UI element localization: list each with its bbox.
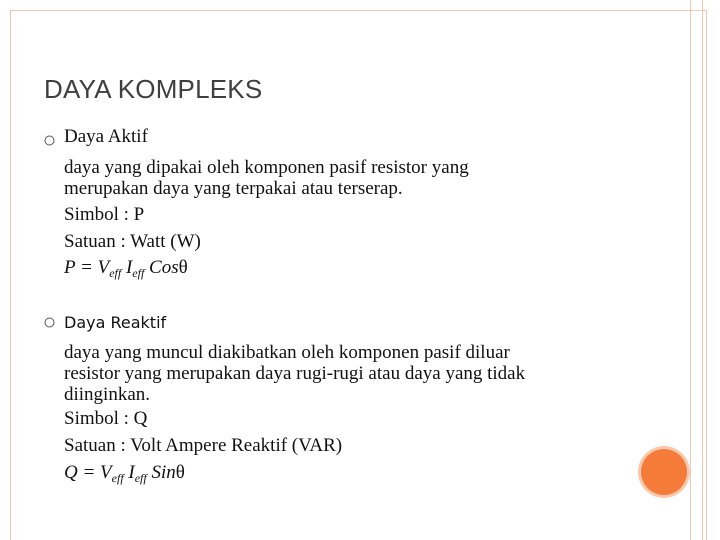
- formula-subscript: eff: [134, 471, 147, 485]
- reaktif-symbol: Simbol : Q: [64, 408, 148, 429]
- formula-text: Q = V: [64, 462, 112, 483]
- aktif-formula: [64, 257, 188, 279]
- formula-text: I: [121, 257, 133, 278]
- formula-subscript: eff: [111, 471, 124, 485]
- aktif-unit: Satuan : Watt (W): [64, 231, 201, 252]
- reaktif-heading: Daya Reaktif: [64, 313, 167, 332]
- formula-symbol: θ: [178, 257, 188, 278]
- bullet-icon: [44, 135, 55, 146]
- formula-subscript: eff: [109, 266, 122, 280]
- formula-symbol: θ: [175, 462, 185, 483]
- decorative-circle-icon: [641, 449, 687, 495]
- formula-text: Sin: [146, 462, 176, 483]
- reaktif-desc-line: daya yang muncul diakibatkan oleh komponen pasif diluar: [64, 342, 510, 363]
- slide-border-line: [702, 0, 703, 540]
- slide-border-line: [690, 0, 691, 540]
- reaktif-unit: Satuan : Volt Ampere Reaktif (VAR): [64, 435, 343, 456]
- slide-title: DAYA KOMPLEKS: [44, 74, 263, 104]
- aktif-symbol: Simbol : P: [64, 204, 145, 225]
- formula-subscript: eff: [132, 266, 145, 280]
- reaktif-desc-line: diinginkan.: [64, 384, 151, 405]
- aktif-heading: Daya Aktif: [64, 126, 148, 147]
- aktif-desc-line: merupakan daya yang terpakai atau terserap.: [64, 178, 403, 199]
- reaktif-desc-line: resistor yang merupakan daya rugi-rugi atau daya yang tidak: [64, 363, 526, 384]
- formula-text: I: [123, 462, 135, 483]
- aktif-desc-line: daya yang dipakai oleh komponen pasif resistor yang: [64, 157, 469, 178]
- reaktif-formula: [64, 462, 185, 484]
- formula-text: Cos: [144, 257, 179, 278]
- formula-text: P = V: [64, 257, 110, 278]
- bullet-icon: [44, 317, 55, 328]
